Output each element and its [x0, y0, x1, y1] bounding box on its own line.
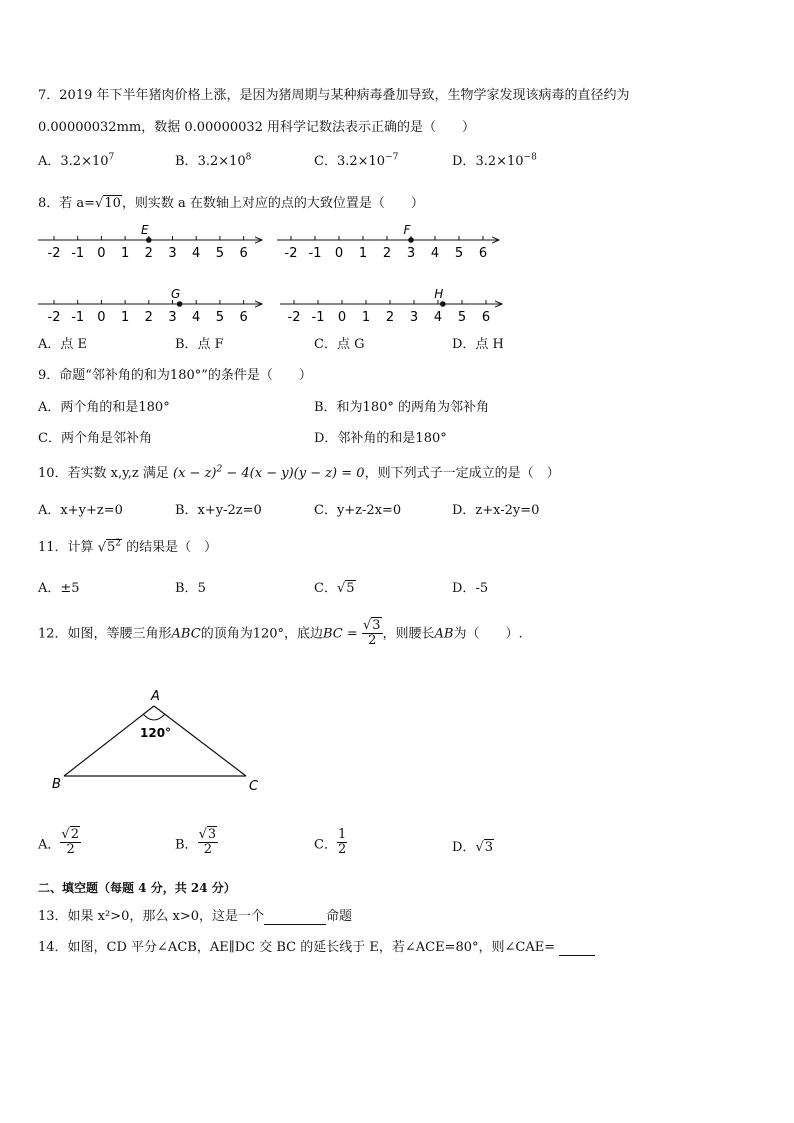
q12-option-d: D．√3: [452, 840, 494, 855]
vertex-b-label: B: [52, 777, 61, 792]
axis-tick-label: 0: [97, 310, 106, 325]
q7-line2: 0.00000032mm，数据 0.00000032 用科学记数法表示正确的是（ ）: [38, 120, 476, 135]
axis-tick-label: 2: [385, 310, 395, 325]
axis-tick-label: -2: [47, 310, 61, 325]
axis-tick-label: 3: [168, 246, 177, 261]
axis-tick-label: 5: [215, 310, 225, 325]
q9-option-a: A．两个角的和是180°: [38, 400, 170, 415]
axis-tick-label: 4: [192, 246, 201, 261]
axis-tick-label: 2: [144, 246, 153, 261]
angle-arc: [143, 714, 165, 720]
q14-stem: 14．如图，CD 平分∠ACB，AE∥DC 交 BC 的延长线于 E，若∠ACE=80°，则∠CAE=: [38, 936, 595, 956]
side-ac: [154, 706, 246, 776]
axis-tick-label: 5: [215, 246, 225, 261]
axis-tick-label: 1: [358, 246, 368, 261]
axis-tick-label: 6: [239, 310, 248, 325]
q10-option-c: C．y+z-2x=0: [314, 503, 402, 518]
number-line-e: [38, 223, 262, 261]
axis-tick-label: -2: [284, 246, 298, 261]
sqrt-5-squared: $√5^2$: [97, 538, 121, 555]
q10-option-d: D．z+x-2y=0: [452, 503, 540, 518]
axis-tick-label: 3: [409, 310, 419, 325]
axis-tick-label: -1: [311, 310, 325, 325]
axis-tick-label: 5: [454, 246, 464, 261]
q11-option-c: C．√5: [314, 581, 355, 596]
axis-tick-label: 6: [239, 246, 248, 261]
axis-tick-label: -2: [287, 310, 301, 325]
sqrt-10: √10: [95, 196, 121, 211]
vertex-c-label: C: [249, 779, 259, 794]
q7-option-b: B．$3.2\times 10^8$: [175, 152, 252, 169]
point-f: [408, 237, 414, 243]
axis-tick-label: 0: [337, 310, 347, 325]
axis-tick-label: 4: [430, 246, 440, 261]
axis-tick-label: 1: [120, 310, 130, 325]
point-label-h: H: [434, 287, 444, 301]
axis-tick-label: 1: [361, 310, 371, 325]
number-line-g: [38, 287, 262, 325]
axis-tick-label: 1: [120, 246, 130, 261]
axis-tick-label: -1: [71, 310, 85, 325]
axis-tick-label: 0: [334, 246, 344, 261]
axis-tick-label: 5: [457, 310, 467, 325]
axis-tick-label: 2: [144, 310, 153, 325]
q11-option-a: A．±5: [38, 581, 80, 596]
q12-option-b: B． $\frac{√3}{2}$: [175, 827, 217, 858]
q12-option-c: C． $\frac{1}{2}$: [314, 827, 347, 858]
q11-option-d: D．-5: [452, 581, 489, 596]
axis-tick-label: 6: [478, 246, 488, 261]
side-ab: [64, 706, 154, 776]
point-e: [146, 237, 152, 243]
axis-tick-label: -1: [308, 246, 322, 261]
q10-option-b: B．x+y-2z=0: [175, 503, 262, 518]
q8-option-d: D．点 H: [452, 337, 504, 352]
q8-option-c: C．点 G: [314, 337, 365, 352]
q11-option-b: B．5: [175, 581, 206, 596]
q12-stem: 12．如图，等腰三角形ABC的顶角为120°，底边BC = $\frac{√3}{2}$ ，则腰长AB为（ ）.: [38, 618, 523, 649]
q10-formula: $(x - z)^2 - 4(x - y)(y - z) = 0$: [173, 464, 365, 481]
number-lines-figure: [0, 218, 520, 328]
q7-option-c: C．$3.2\times 10^{-7}$: [314, 152, 399, 169]
q11-stem: 11．计算 $√5^2$ 的结果是（ ）: [38, 538, 218, 555]
q7-option-d: D．$3.2\times 10^{-8}$: [452, 152, 537, 169]
q8-stem: 8．若 a=√10，则实数 a 在数轴上对应的点的大致位置是（ ）: [38, 196, 424, 211]
point-label-f: F: [403, 223, 411, 237]
point-label-e: E: [141, 223, 149, 237]
q9-option-c: C．两个角是邻补角: [38, 431, 152, 446]
number-line-f: [277, 223, 499, 261]
number-line-h: [280, 287, 502, 325]
point-g: [177, 301, 183, 307]
frac-sqrt3-over-2: $\frac{√3}{2}$: [362, 618, 381, 649]
q9-option-b: B．和为180° 的两角为邻补角: [314, 400, 489, 415]
q9-stem: 9．命题“邻补角的和为180°”的条件是（ ）: [38, 368, 312, 383]
axis-tick-label: 2: [382, 246, 392, 261]
point-h: [440, 301, 446, 307]
section-2-heading: 二、填空题（每题 4 分，共 24 分）: [38, 881, 236, 895]
q13-blank[interactable]: [264, 909, 326, 925]
q8-option-b: B．点 F: [175, 337, 224, 352]
q7-line1: 7．2019 年下半年猪肉价格上涨，是因为猪周期与某种病毒叠加导致，生物学家发现该病毒的直径约为: [38, 88, 630, 103]
q13-stem: 13．如果 x²>0，那么 x>0，这是一个 命题: [38, 909, 353, 924]
axis-tick-label: 0: [97, 246, 106, 261]
q14-blank[interactable]: [559, 940, 595, 956]
axis-tick-label: 3: [406, 246, 416, 261]
q10-stem: 10．若实数 x,y,z 满足 $(x - z)^2 - 4(x - y)(y - z) = 0$，则下列式子一定成立的是（ ）: [38, 464, 560, 481]
q10-option-a: A．x+y+z=0: [38, 503, 123, 518]
q7-option-a: A．$3.2\times 10^7$: [38, 152, 115, 169]
axis-tick-label: 4: [433, 310, 443, 325]
angle-120-label: 120°: [140, 726, 172, 740]
triangle-figure: [40, 682, 280, 802]
axis-tick-label: 4: [192, 310, 201, 325]
q8-option-a: A．点 E: [38, 337, 88, 352]
axis-tick-label: -1: [71, 246, 85, 261]
axis-tick-label: 3: [168, 310, 177, 325]
q12-option-a: A． $\frac{√2}{2}$: [38, 827, 79, 858]
point-label-g: G: [170, 287, 181, 301]
q9-option-d: D．邻补角的和是180°: [314, 431, 447, 446]
axis-tick-label: 6: [481, 310, 491, 325]
axis-tick-label: -2: [47, 246, 61, 261]
vertex-a-label: A: [151, 689, 160, 704]
